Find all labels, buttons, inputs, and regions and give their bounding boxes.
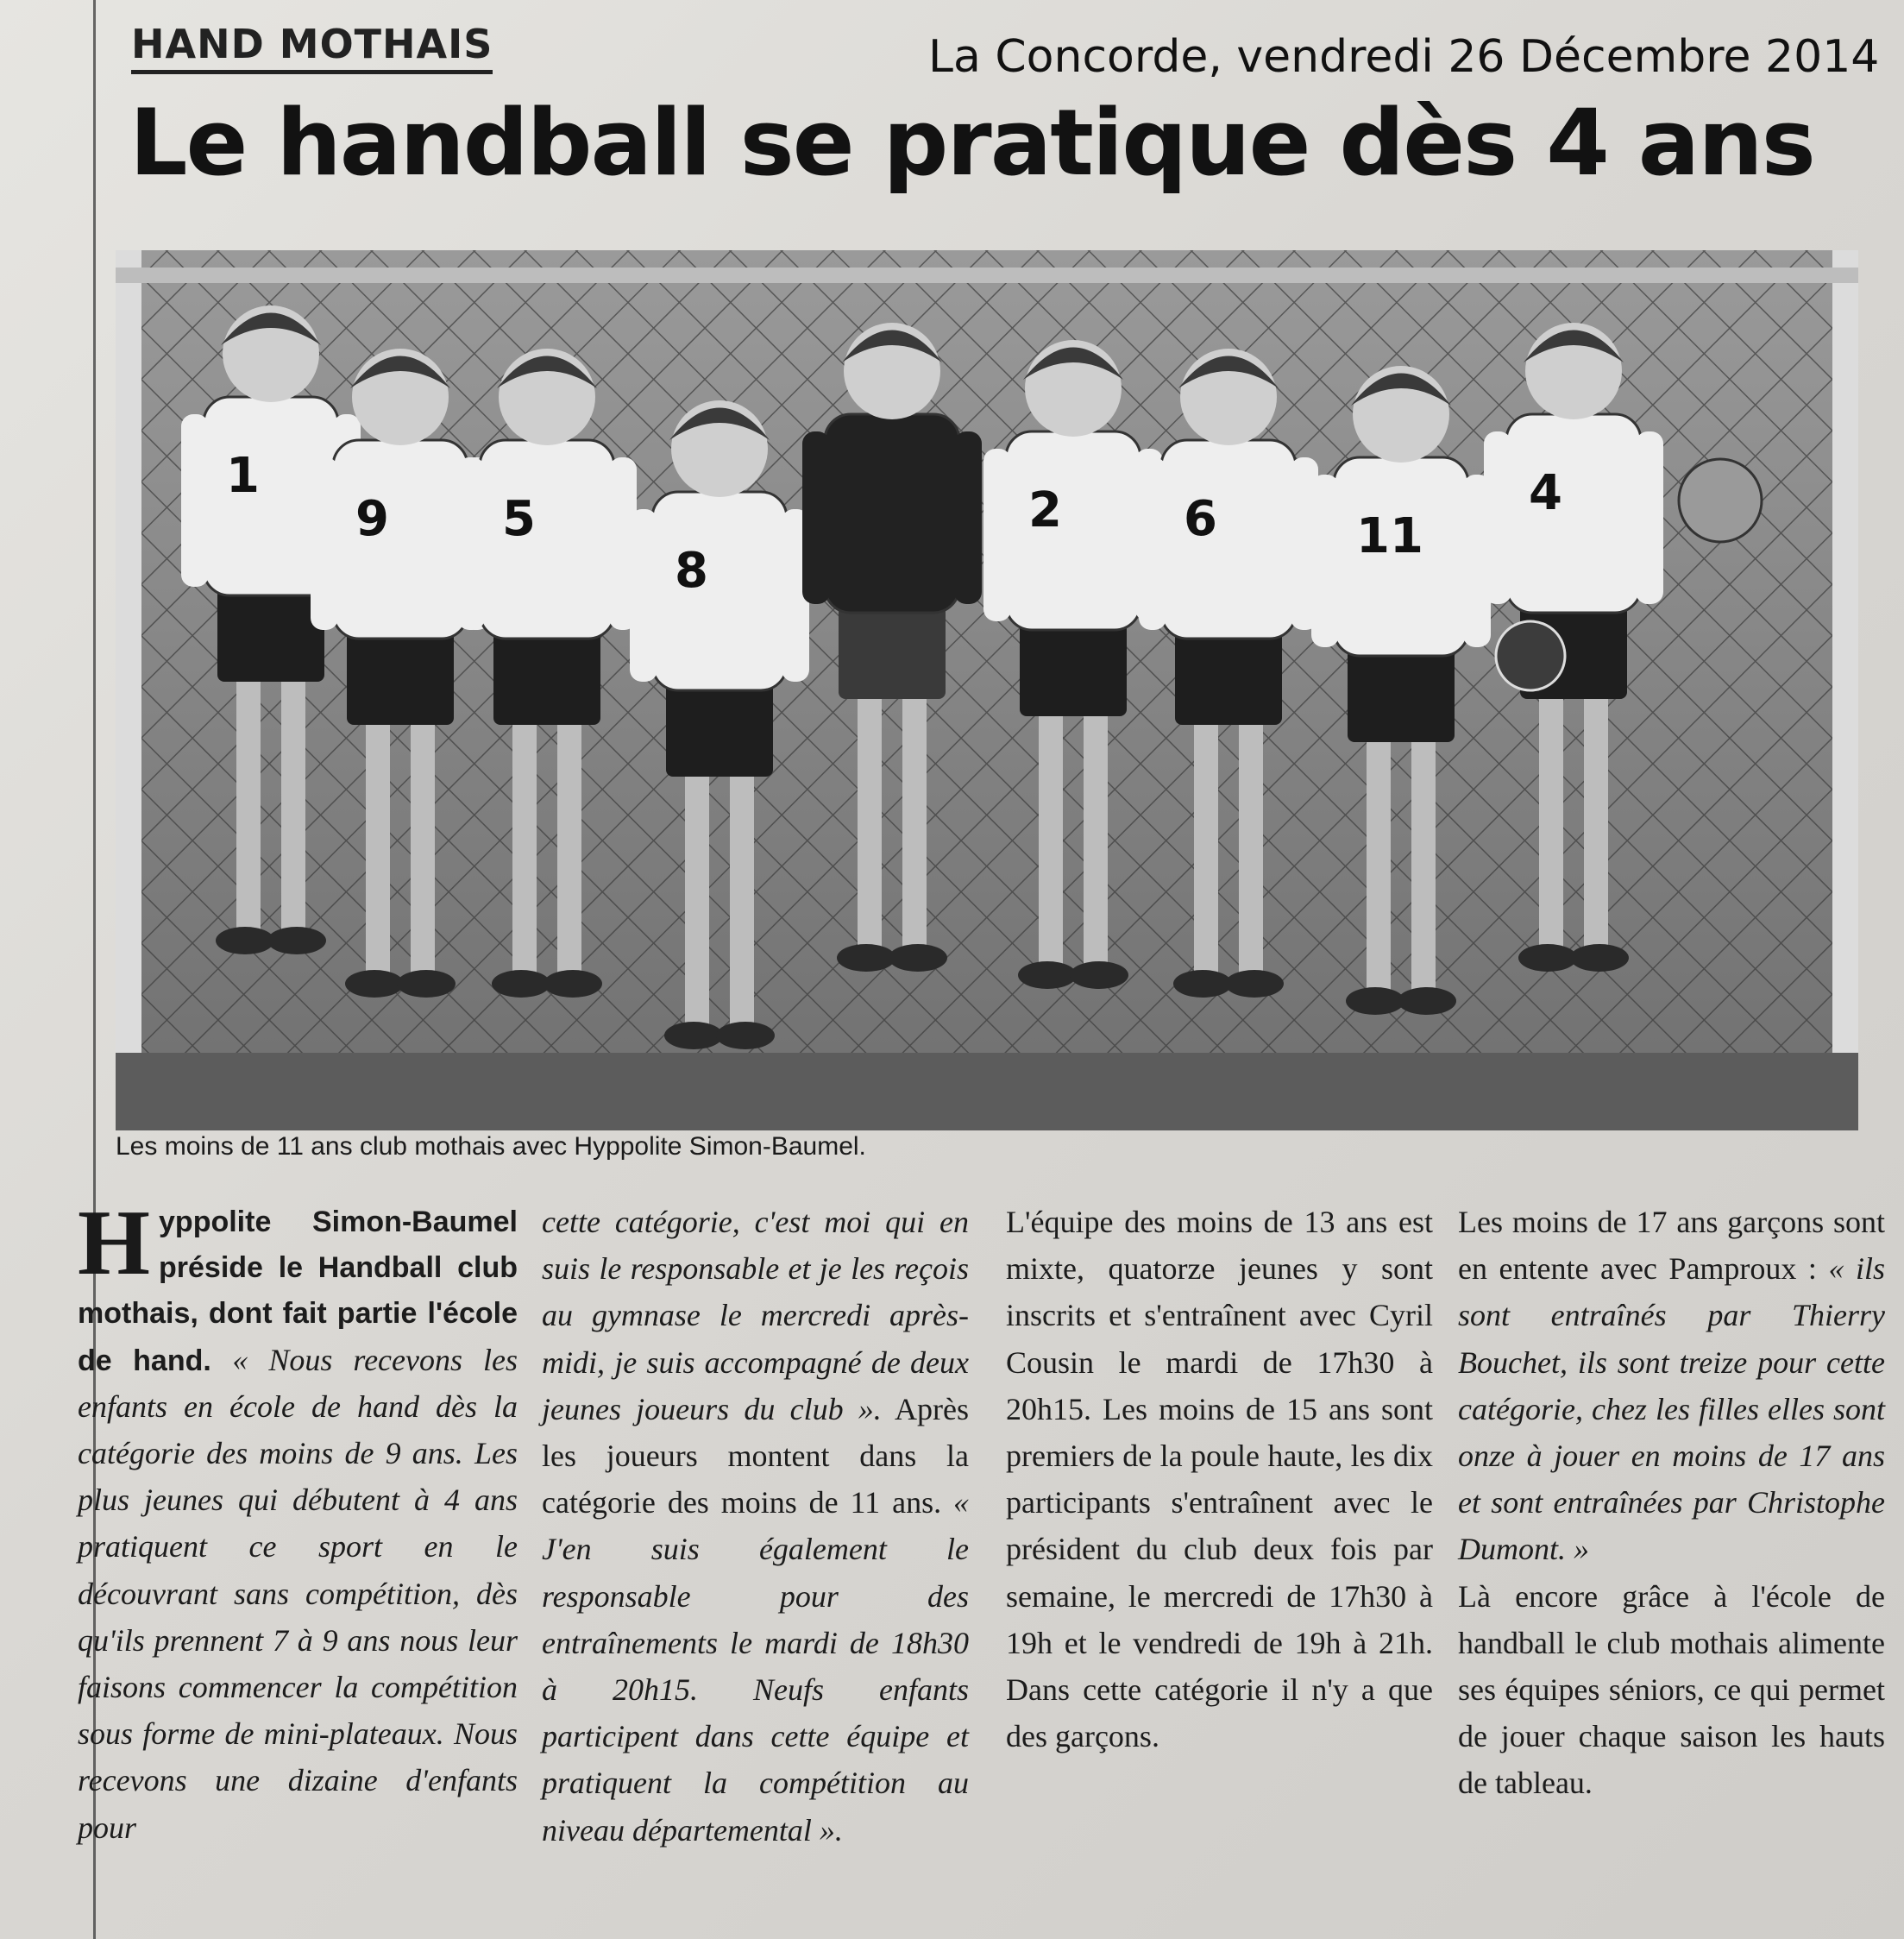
body-text: Là encore grâce à l'école de handball le club mothais alimente ses équipes séniors, ce qui permet de jouer chaque saison les hauts de tableau.	[1458, 1578, 1885, 1801]
body-text: Après les joueurs montent dans la catégorie des moins de 11 ans.	[542, 1391, 969, 1520]
shoe	[889, 944, 947, 972]
shoe	[1070, 961, 1128, 989]
shoe	[664, 1022, 723, 1049]
body-text: Les moins de 17 ans garçons sont en entente avec Pamproux :	[1458, 1205, 1885, 1287]
shoe	[1570, 944, 1629, 972]
arm	[1636, 431, 1663, 604]
player-leg	[1539, 664, 1563, 949]
article-headline: Le handball se pratique dès 4 ans	[129, 90, 1814, 196]
jersey-number: 6	[1184, 491, 1217, 547]
quote-text: cette catégorie, c'est moi qui en suis le responsable et je les reçois au gymnase le mercredi après-midi, je suis accompagné de deux jeunes joueurs du club ».	[542, 1205, 969, 1426]
jersey-number: 1	[226, 448, 260, 504]
player-leg	[366, 690, 390, 975]
body-text: L'équipe des moins de 13 ans est mixte, quatorze jeunes y sont inscrits et s'entraînent avec Cyril Cousin le mardi de 17h30 à 20h15. Les moins de 15 ans sont premiers de la poule haute, les dix participants s'entraînent avec le président du club deux fois par semaine, le mercredi de 17h30 à 19h et le vendredi de 19h à 21h. Dans cette catégorie il n'y a que des garçons.	[1006, 1205, 1433, 1754]
team-photo-illustration	[116, 250, 1858, 1130]
player-leg	[512, 690, 537, 975]
arm	[1484, 431, 1511, 604]
jersey	[1006, 431, 1141, 630]
player-leg	[1239, 690, 1263, 975]
jersey-number: 11	[1356, 508, 1423, 564]
article-lead: yppolite Simon-Baumel préside le Handball club mothais, dont fait partie l'école de hand.	[78, 1206, 518, 1377]
jersey	[652, 492, 787, 690]
shoe	[492, 970, 550, 998]
arm	[457, 457, 485, 630]
jersey-number: 9	[355, 491, 389, 547]
player-leg	[411, 690, 435, 975]
shoe	[1398, 987, 1456, 1015]
jersey	[333, 440, 468, 639]
arm	[1311, 475, 1339, 647]
jersey	[1506, 414, 1641, 613]
team-photo	[116, 250, 1858, 1130]
source-annotation: La Concorde, vendredi 26 Décembre 2014	[928, 31, 1880, 83]
shoe	[716, 1022, 775, 1049]
player-leg	[236, 647, 261, 932]
player-leg	[730, 742, 754, 1027]
handball-icon	[1496, 621, 1565, 690]
photo-caption: Les moins de 11 ans club mothais avec Hyppolite Simon-Baumel.	[116, 1132, 866, 1161]
jersey	[1161, 440, 1296, 639]
player-leg	[1584, 664, 1608, 949]
shoe	[1225, 970, 1284, 998]
article-column-3	[1006, 1199, 1433, 1760]
player-leg	[858, 664, 882, 949]
shoe	[544, 970, 602, 998]
quote-text: « J'en suis également le responsable pour des entraînements le mardi de 18h30 à 20h15. Neufs enfants participent dans cette équipe et pratiquent la compétition au niveau départemental ».	[542, 1485, 969, 1848]
article-column-4	[1458, 1199, 1885, 1808]
jersey-number: 5	[502, 491, 536, 547]
jersey-number: 8	[675, 543, 708, 599]
player-leg	[902, 664, 927, 949]
player-leg	[281, 647, 305, 932]
jersey	[825, 414, 959, 613]
shoe	[1018, 961, 1077, 989]
shoe	[345, 970, 404, 998]
arm	[802, 431, 830, 604]
shoe	[216, 927, 274, 954]
arm	[983, 449, 1011, 621]
shoe	[1518, 944, 1577, 972]
jersey-number: 4	[1529, 465, 1562, 521]
article-column-2	[542, 1199, 969, 1854]
player-leg	[1367, 708, 1391, 992]
jersey-number: 2	[1028, 482, 1062, 538]
arm	[181, 414, 209, 587]
handball-icon	[1679, 459, 1762, 542]
section-kicker: HAND MOTHAIS	[131, 22, 493, 74]
arm	[1139, 457, 1166, 630]
player-leg	[1084, 682, 1108, 966]
shoe	[267, 927, 326, 954]
player-leg	[1411, 708, 1436, 992]
shoe	[837, 944, 895, 972]
player-leg	[557, 690, 581, 975]
shoe	[1173, 970, 1232, 998]
shoe	[1346, 987, 1404, 1015]
jersey	[480, 440, 614, 639]
arm	[630, 509, 657, 682]
shoe	[397, 970, 456, 998]
player-leg	[1194, 690, 1218, 975]
quote-text: « Nous recevons les enfants en école de hand dès la catégorie des moins de 9 ans. Les plus jeunes qui débutent à 4 ans pratiquent ce sport en le découvrant sans compétition, dès qu'ils prennent 7 à 9 ans nous leur faisons commencer la compétition sous forme de mini-plateaux. Nous recevons une dizaine d'enfants pour	[78, 1342, 518, 1845]
arm	[311, 457, 338, 630]
player-leg	[1039, 682, 1063, 966]
quote-text: « ils sont entraînés par Thierry Bouchet, ils sont treize pour cette catégorie, chez les filles elles sont onze à jouer en moins de 17 ans et sont entraînées par Christophe Dumont. »	[1458, 1251, 1885, 1567]
drop-cap: H	[78, 1192, 151, 1294]
player-leg	[685, 742, 709, 1027]
arm	[954, 431, 982, 604]
article-column-1	[78, 1192, 518, 1852]
